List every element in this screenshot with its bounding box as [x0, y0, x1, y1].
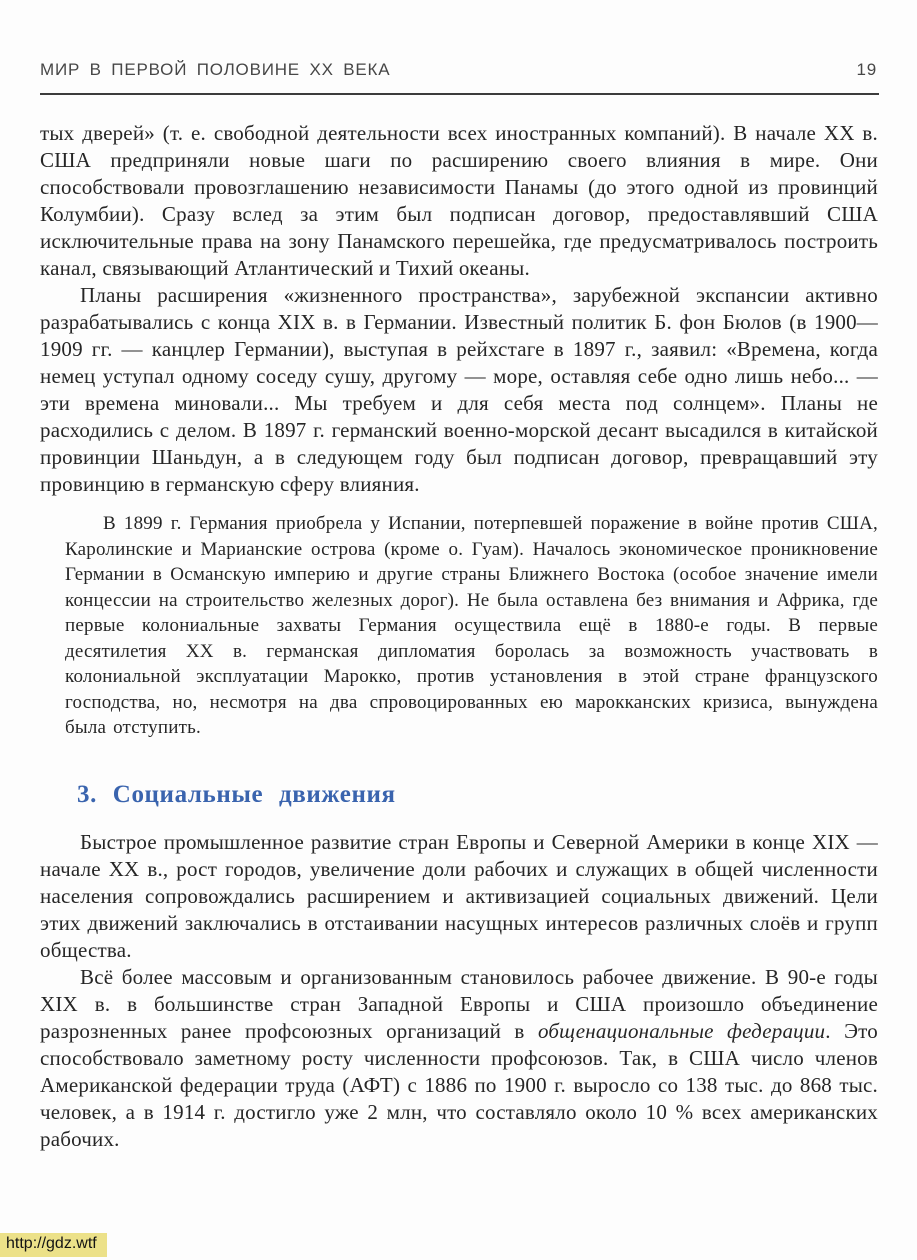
section-heading: 3. Социальные движения	[77, 780, 396, 808]
running-title: МИР В ПЕРВОЙ ПОЛОВИНЕ XX ВЕКА	[40, 60, 391, 79]
paragraph-germany-plans: Планы расширения «жизненного пространства», зарубежной экспансии активно разрабатывались с конца XIX в. в Германии. Известный политик Б. фон Бюлов (в 1900—1909 гг. — канцлер Германии), выступая в рейхстаге в 1897 г., заявил: «Времена, когда немец уступал одному соседу сушу, другому — море, оставляя себе одно лишь небо... — эти времена миновали... Мы требуем и для себя места под солнцем». Планы не расходились с делом. В 1897 г. германский военно-морской десант высадился в китайской провинции Шаньдун, а в следующем году был подписан договор, превращавший эту провинцию в германскую сферу влияния.	[40, 283, 878, 496]
paragraph-open-doors: тых дверей» (т. е. свободной деятельности всех иностранных компаний). В начале XX в. США предприняли новые шаги по расширению своего влияния в мире. Они способствовали провозглашению независимости Панамы (до этого одной из провинций Колумбии). Сразу вслед за этим был подписан договор, предоставлявший США исключительные права на зону Панамского перешейка, где предусматривалось построить канал, связывающий Атлантический и Тихий океаны.	[40, 121, 878, 280]
page-content	[40, 120, 878, 1153]
paragraph-social-movements: Быстрое промышленное развитие стран Европы и Северной Америки в конце XIX — начале XX в., рост городов, увеличение доли рабочих и служащих в общей численности населения сопровождались расширением и активизацией социальных движений. Цели этих движений заключались в отстаивании насущных интересов различных слоёв и групп общества.	[40, 829, 878, 962]
paragraph-unions-text-end: . Это способствовало заметному росту численности профсоюзов. Так, в США число членов Американской федерации труда (АФТ) с 1886 по 1900 г. выросло со 138 тыс. до 868 тыс. человек, а в 1914 г. достигло уже 2 млн, что составляло около 10 % всех американских рабочих.	[40, 1018, 878, 1151]
watermark-url[interactable]: http://gdz.wtf	[0, 1233, 107, 1257]
page-number: 19	[856, 60, 877, 79]
page-header	[40, 60, 877, 80]
inset-paragraph-germany-1899: В 1899 г. Германия приобрела у Испании, потерпевшей поражение в войне против США, Каролинские и Марианские острова (кроме о. Гуам). Началось экономическое проникновение Германии в Османскую империю и другие страны Ближнего Востока (особое значение имели концессии на строительство железных дорог). Не была оставлена без внимания и Африка, где первые колониальные захваты Германия осуществила ещё в 1880-е годы. В первые десятилетия XX в. германская дипломатия боролась за возможность участвовать в колониальной эксплуатации Марокко, против установления в этой стране французского господства, но, несмотря на два спровоцированных ею марокканских кризиса, вынуждена была отступить.	[65, 513, 878, 738]
paragraph-unions-text-start: Всё более массовым и организованным становилось рабочее движение. В 90-е годы XIX в. в большинстве стран Западной Европы и США произошло объединение разрозненных ранее профсоюзных организаций в	[40, 964, 878, 1043]
paragraph-unions	[40, 964, 878, 1153]
header-rule	[40, 93, 879, 95]
italic-term-national-federations: общенациональные федерации	[537, 1018, 826, 1043]
